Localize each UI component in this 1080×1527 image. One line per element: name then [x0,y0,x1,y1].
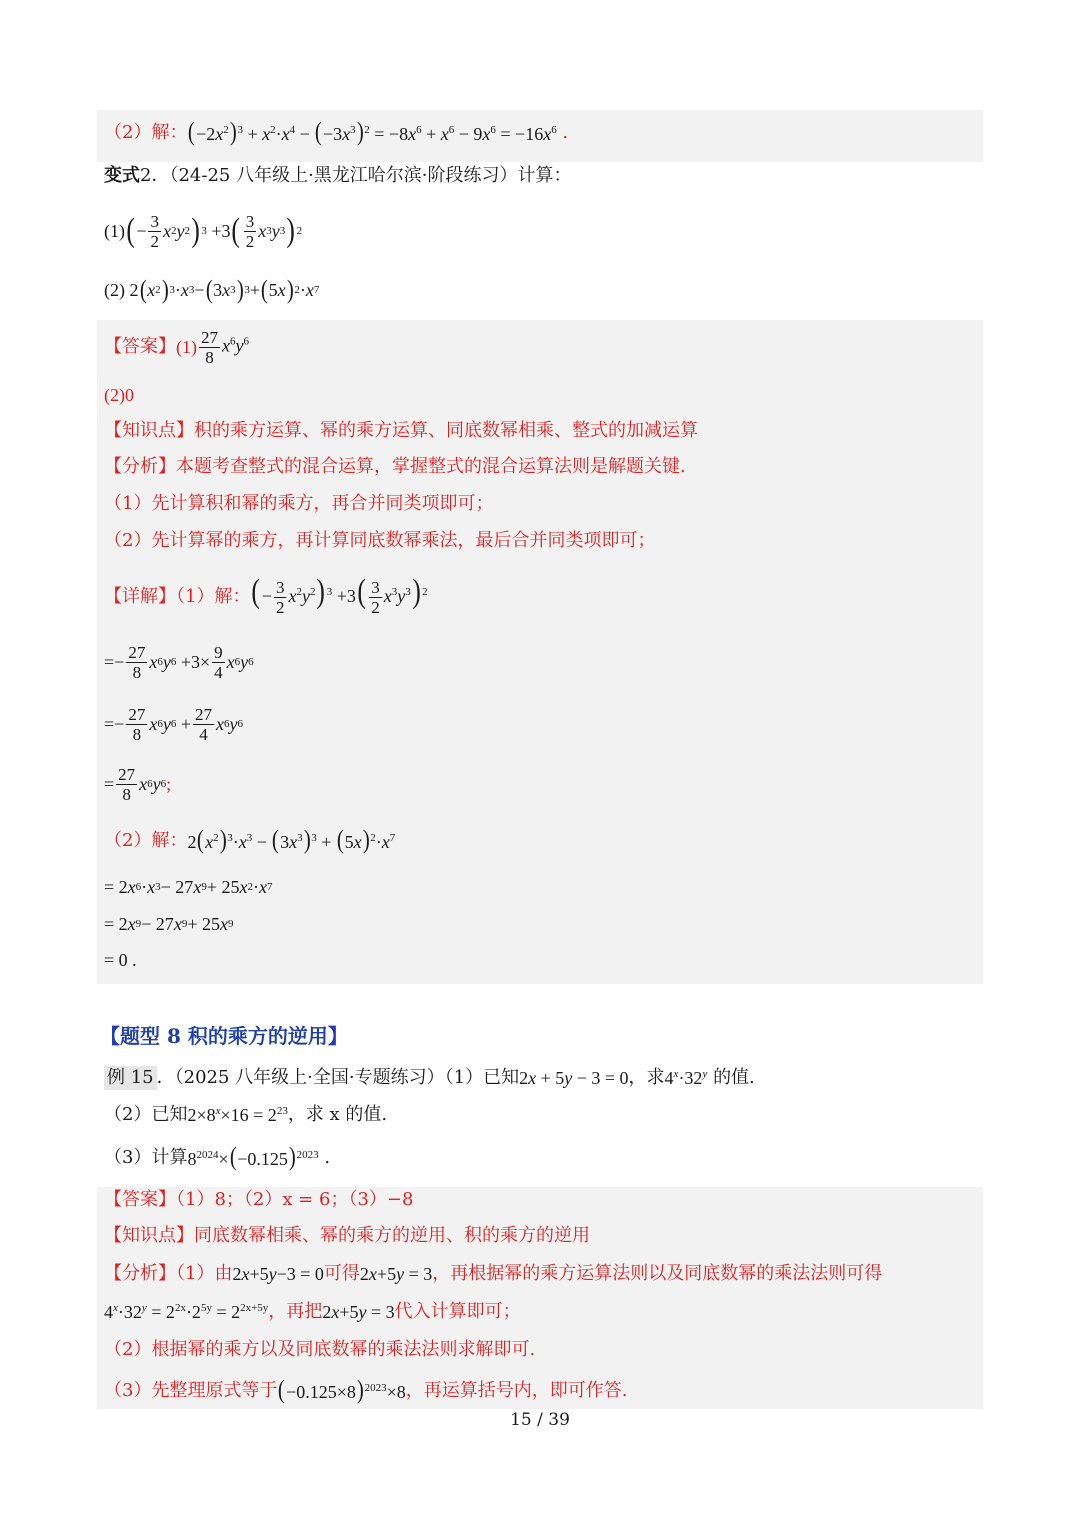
example15-analysis-1: 【分析】（1）由 2x+5y−3 = 0 可得 2x+5y = 3 ，再根据幂的乘方运算法则以及同底数幂的乘法法则可得 [104,1263,883,1284]
section-title: 【题型 8 积的乘方的逆用】 [100,1024,348,1048]
example15-line-2: （2）已知 $2\times 8^x\times 16 = 2^{23}$ ，求 x 的值. [104,1104,388,1125]
variant2-title-rest: 2．（24-25 八年级上·黑龙江哈尔滨·阶段练习）计算： [140,165,572,186]
variant2-step-1-2: =− $\frac{27}{8}$ x 6 y 6 + $\frac{27}{4}$ x 6 y 6 [104,704,243,744]
variant2-analysis-2: （2）先计算幂的乘方，再计算同底数幂乘法，最后合并同类项即可； [104,530,656,551]
example15-knowledge: 【知识点】同底数幂相乘、幂的乘方的逆用、积的乘方的逆用 [104,1225,590,1246]
solution-2-line: （2）解： $(-2x^2)^3 + x^2\cdot x^4 - (-3x^3)^2 = -8x^6 + x^6 - 9x^6 = -16x^6$ . [104,117,569,146]
q1-label: (1) [104,221,125,241]
variant2-detail-2: （2）解： $2(x^2)^3\cdot x^3 - (3x^3)^3 + (5x)^2\cdot x^7$ [104,825,396,854]
variant2-step-2-2: = 2 x 9 − 27 x 9 + 25 x 9 [104,914,234,934]
example15-tag: 例 15 [104,1066,157,1090]
example15-line-1: 例 15 ．（2025 八年级上·全国·专题练习）（1）已知 2x + 5y − 3 = 0 ，求 $4^x\cdot 32^y$ 的值. [104,1066,755,1090]
variant2-answer-1: 【答案】 (1) $\frac{27}{8}$ $x^6y^6$ [104,327,249,367]
variant2-knowledge: 【知识点】积的乘方运算、幂的乘方运算、同底数幂相乘、整式的加减运算 [104,420,698,441]
variant2-step-2-3: = 0 . [104,950,137,970]
solution-2-equation: $(-2x^2)^3 + x^2\cdot x^4 - (-3x^3)^2 = -8x^6 + x^6 - 9x^6 = -16x^6$ [188,117,557,146]
example15-answer: 【答案】（1）8；（2）x = 6；（3）−8 [104,1189,414,1210]
variant2-answer-2: (2)0 [104,385,134,405]
example15-intro: ．（2025 八年级上·全国·专题练习）（1）已知 [156,1067,520,1088]
answer-label: 【答案】 [104,336,176,357]
example15-analysis-1b: $4^x\cdot 32^y = 2^{2x}\cdot 2^{5y} = 2^{2x+5y}$ ，再把 2x+5y = 3 代入计算即可； [104,1301,521,1322]
variant2-step-1-1: =− $\frac{27}{8}$ x 6 y 6 +3× $\frac{9}{4}$ x 6 y 6 [104,642,254,682]
variant2-analysis-1: （1）先计算积和幂的乘方，再合并同类项即可； [104,493,494,514]
variant2-question-2: (2) 2 ( x 2 ) 3 · x 3 − ( 3 x 3 ) 3 + ( 5 x ) 2 · x 7 [104,275,320,304]
detail-label: 【详解】（1）解： [104,586,251,607]
variant2-title [104,164,572,188]
q2-label: (2) [104,280,125,300]
detail-2-label: （2）解： [104,830,188,851]
variant2-step-1-3: = $\frac{27}{8}$ x 6 y 6 ; [104,764,172,804]
solution-2-label: （2）解： [104,122,188,143]
example15-answer-box [97,1187,983,1409]
variant2-question-1: (1) ( − $\frac{3}{2}$ x 2 y 2 ) 3 +3 ( $\frac{3}{2}$ x 3 y 3 ) 2 [104,211,303,251]
example15-analysis-3: （3）先整理原式等于 $(-0.125\times 8)^{2023}\times 8$ ，再运算括号内，即可作答. [104,1375,628,1404]
example15-analysis-2: （2）根据幂的乘方以及同底数幂的乘法法则求解即可. [104,1339,536,1360]
example15-line-3: （3）计算 $8^{2024}\times(-0.125)^{2023}$ . [104,1142,331,1171]
variant2-analysis: 【分析】本题考查整式的混合运算，掌握整式的混合运算法则是解题关键. [104,456,686,477]
variant2-step-2-1: = 2 x 6 · x 3 − 27 x 9 + 25 x 2 · x 7 [104,877,273,897]
variant2-title-bold: 变式 [104,165,140,186]
variant2-detail-1: 【详解】（1）解： (− $\frac{3}{2}$ $x^2y^2)^3 +3$( $\frac{3}{2}$ $x^3y^3)^2$ [104,572,428,618]
page-number: 15 / 39 [510,1410,570,1430]
